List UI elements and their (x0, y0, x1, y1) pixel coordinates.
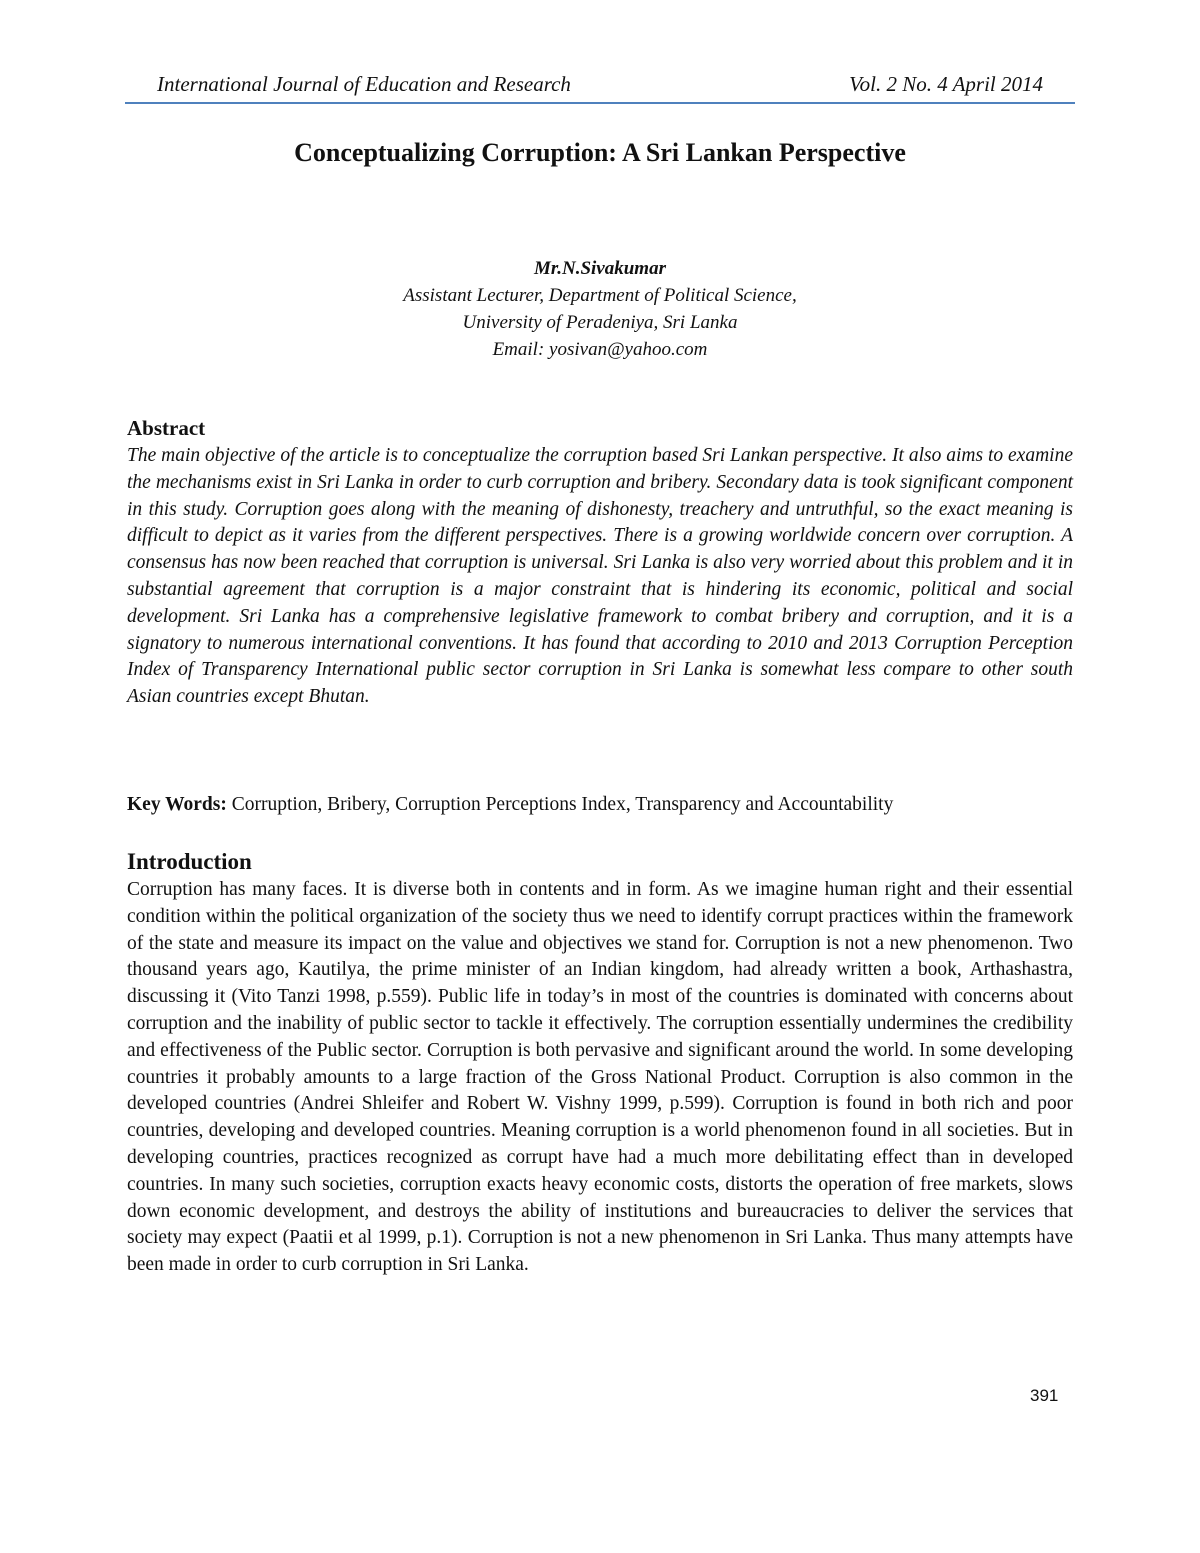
author-position: Assistant Lecturer, Department of Political Science, (403, 285, 797, 306)
keywords (127, 794, 1073, 816)
abstract-body: The main objective of the article is to conceptualize the corruption based Sri Lankan perspective. It also aims to examine the mechanisms exist in Sri Lanka in order to curb corruption and bribery. Secondary data is took significant component in this study. Corruption goes along with the meaning of dishonesty, treachery and untruthful, so the exact meaning is difficult to depict as it varies from the different perspectives. There is a growing worldwide concern over corruption. A consensus has now been reached that corruption is universal. Sri Lanka is also very worried about this problem and it in substantial agreement that corruption is a major constraint that is hindering its economic, political and social development. Sri Lanka has a comprehensive legislative framework to combat bribery and corruption, and it is a signatory to numerous international conventions. It has found that according to 2010 and 2013 Corruption Perception Index of Transparency International public sector corruption in Sri Lanka is somewhat less compare to other south Asian countries except Bhutan. (127, 445, 1073, 708)
author-email: Email: yosivan@yahoo.com (492, 339, 708, 360)
page-number: 391 (1030, 1386, 1059, 1405)
author-name: Mr.N.Sivakumar (534, 258, 666, 279)
author-block (125, 255, 1075, 363)
keywords-label: Key Words: (127, 794, 227, 815)
running-header (125, 70, 1075, 104)
introduction-heading: Introduction (127, 849, 252, 874)
introduction-body: Corruption has many faces. It is diverse both in contents and in form. As we imagine human right and their essential condition within the political organization of the society thus we need to identify corrupt practices within the framework of the state and measure its impact on the value and objectives we stand for. Corruption is not a new phenomenon. Two thousand years ago, Kautilya, the prime minister of an Indian kingdom, had already written a book, Arthashastra, discussing it (Vito Tanzi 1998, p.559). Public life in today’s in most of the countries is dominated with concerns about corruption and the inability of public sector to tackle it effectively. The corruption essentially undermines the credibility and effectiveness of the Public sector. Corruption is both pervasive and significant around the world. In some developing countries it probably amounts to a large fraction of the Gross National Product. Corruption is also common in the developed countries (Andrei Shleifer and Robert W. Vishny 1999, p.599). Corruption is found in both rich and poor countries, developing and developed countries. Meaning corruption is a world phenomenon found in all societies. But in developing countries, practices recognized as corrupt have had a much more debilitating effect than in developed countries. In many such societies, corruption exacts heavy economic costs, distorts the operation of free markets, slows down economic development, and destroys the ability of institutions and bureaucracies to deliver the services that society may expect (Paatii et al 1999, p.1). Corruption is not a new phenomenon in Sri Lanka. Thus many attempts have been made in order to curb corruption in Sri Lanka. (127, 879, 1073, 1276)
paper-title: Conceptualizing Corruption: A Sri Lankan Perspective (294, 138, 906, 167)
keywords-text: Corruption, Bribery, Corruption Perceptions Index, Transparency and Accountability (226, 794, 894, 815)
author-affiliation: University of Peradeniya, Sri Lanka (462, 312, 738, 333)
journal-name: International Journal of Education and Research (157, 72, 571, 96)
abstract-heading: Abstract (127, 416, 206, 440)
issue-info: Vol. 2 No. 4 April 2014 (849, 72, 1043, 96)
